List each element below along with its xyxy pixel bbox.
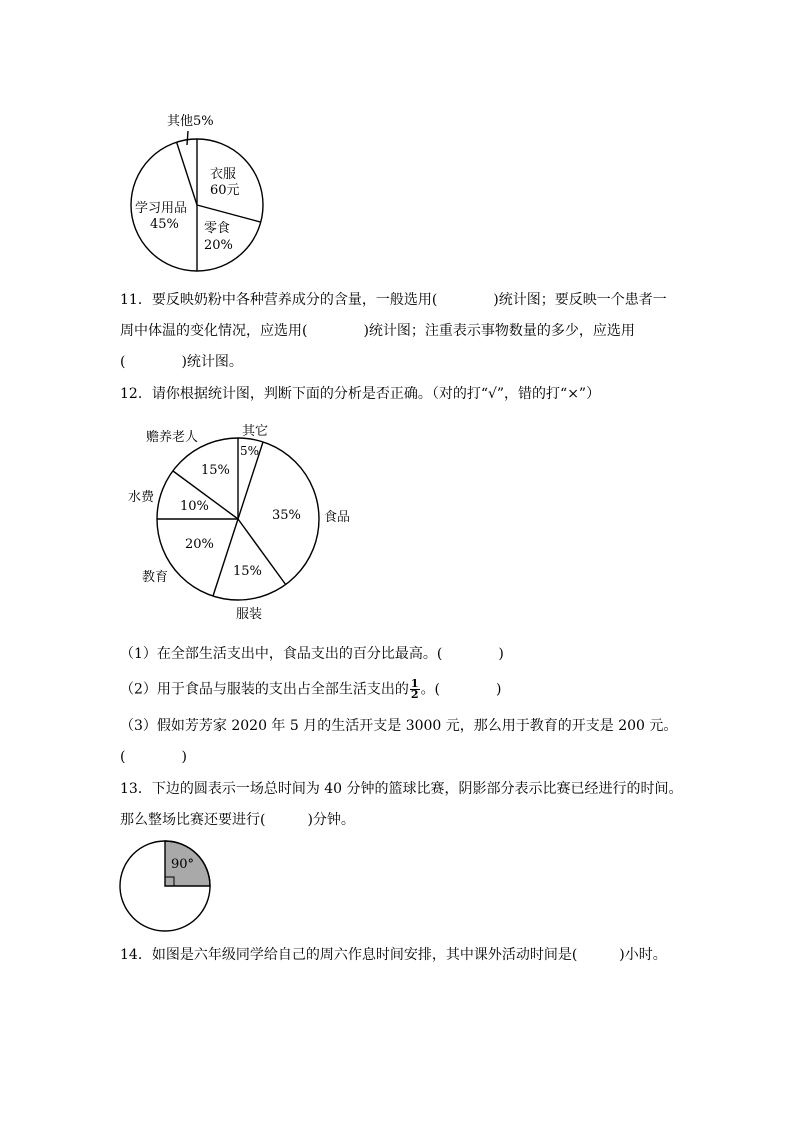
pie2-pct-clothing: 15%	[233, 564, 262, 579]
q13-line2: 那么整场比赛还要进行( )分钟。	[120, 812, 355, 828]
q13-line1: 13．下边的圆表示一场总时间为 40 分钟的篮球比赛，阴影部分表示比赛已经进行的时间。	[120, 781, 683, 797]
pie-chart-spending-2	[120, 420, 370, 625]
pie2-label-water: 水费	[128, 490, 155, 505]
pie2-pct-food: 35%	[272, 508, 301, 523]
q11-line2: 周中体温的变化情况，应选用( )统计图；注重表示事物数量的多少，应选用	[120, 323, 635, 339]
q11-line3: ( )统计图。	[120, 354, 243, 370]
pie2-label-clothing: 服装	[236, 607, 263, 622]
pie-chart-quarter	[115, 836, 220, 936]
q12-item3: （3）假如芳芳家 2020 年 5 月的生活开支是 3000 元，那么用于教育的开支是 200 元。	[120, 718, 678, 734]
q12-item2-post: 。( )	[420, 681, 502, 698]
q12-item3-paren: ( )	[120, 749, 187, 765]
pie2-divider-clothing-education	[213, 519, 238, 596]
pie1-divider-study-other	[177, 142, 197, 205]
q11-line1: 11．要反映奶粉中各种营养成分的含量，一般选用( )统计图；要反映一个患者一	[120, 292, 667, 308]
pie-chart-spending-1	[110, 105, 280, 280]
pie2-pct-education: 20%	[185, 537, 214, 552]
fraction-numerator: 1	[410, 677, 419, 690]
one-half-fraction	[410, 679, 420, 700]
pie1-clothes-value: 60元	[210, 183, 240, 198]
fraction-denominator: 2	[410, 688, 419, 701]
pie2-pct-other: 5%	[240, 444, 260, 458]
q14-line1: 14．如图是六年级同学给自己的周六作息时间安排，其中课外活动时间是( )小时。	[120, 947, 667, 963]
pie2-label-other: 其它	[242, 424, 269, 439]
pie2-pct-water: 10%	[180, 499, 209, 514]
pie1-snack-value: 20%	[204, 238, 233, 253]
pie1-divider-clothes-snack	[197, 205, 261, 222]
pie1-study-value: 45%	[150, 217, 179, 232]
pie1-top-label: 其他5%	[167, 114, 214, 129]
q12-item2	[120, 679, 502, 700]
pie2-label-education: 教育	[142, 570, 169, 585]
pie2-label-elderly: 赡养老人	[146, 430, 199, 445]
q12-item1: （1）在全部生活支出中，食品支出的百分比最高。( )	[120, 646, 504, 662]
q12-stem: 12．请你根据统计图，判断下面的分析是否正确。（对的打“√”，错的打“×”）	[120, 386, 601, 402]
pie2-pct-elderly: 15%	[201, 463, 230, 478]
pie1-other-pointer	[187, 131, 188, 145]
pie1-clothes-name: 衣服	[210, 167, 237, 182]
quarter-angle-label: 90°	[171, 857, 195, 872]
q12-item2-pre: （2）用于食品与服装的支出占全部生活支出的	[120, 681, 409, 698]
pie1-snack-name: 零食	[204, 221, 231, 236]
pie2-label-food: 食品	[324, 510, 351, 525]
pie1-study-name: 学习用品	[135, 201, 188, 216]
